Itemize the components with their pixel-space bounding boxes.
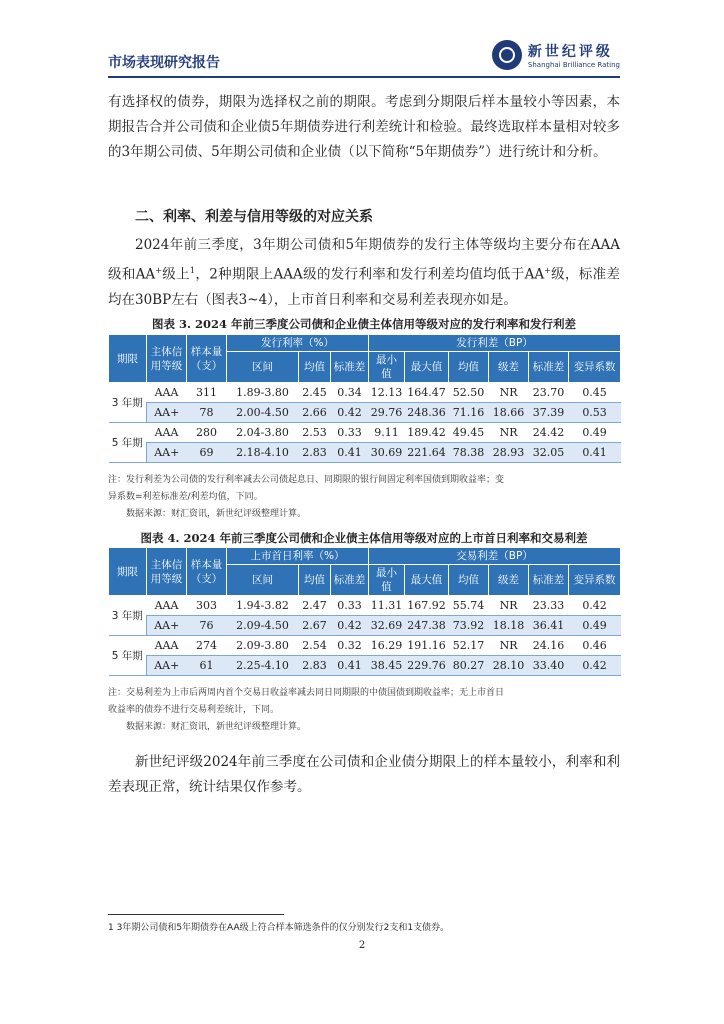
col-mean: 均值 <box>299 565 331 596</box>
logo-english-name: Shanghai Brilliance Rating <box>527 61 620 69</box>
col-max: 最大值 <box>405 565 449 596</box>
table3 <box>108 334 621 463</box>
col-group-spread: 交易利差（BP） <box>369 548 621 565</box>
table4-caption: 图表 4. 2024 年前三季度公司债和企业债主体信用等级对应的上市首日利率和交易利差 <box>140 531 588 545</box>
logo-chinese-name: 新世纪评级 <box>527 44 613 60</box>
section-heading: 二、利率、利差与信用等级的对应关系 <box>135 209 373 225</box>
page-header <box>108 38 620 74</box>
table-row: AA+ 76 2.09-4.50 2.67 0.42 32.69 247.38 73.92 18.18 36.41 0.49 <box>109 616 621 636</box>
table3-note-cont: 异系数=利差标准差/利差均值，下同。 <box>108 492 263 502</box>
col-grade: 主体信用等级 <box>147 335 187 383</box>
table-row: 3 年期 AAA 311 1.89-3.80 2.45 0.34 12.13 164.47 52.50 NR 23.70 0.45 <box>109 383 621 403</box>
table4 <box>108 547 621 676</box>
col-cv: 变异系数 <box>569 565 621 596</box>
table3-note: 注：发行利差为公司债的发行利率减去公司债起息日、同期限的银行间固定利率国债到期收益率；变 <box>108 475 505 485</box>
col-min: 最小值 <box>369 352 405 383</box>
table-row: AA+ 69 2.18-4.10 2.83 0.41 30.69 221.64 78.38 28.93 32.05 0.41 <box>109 443 621 463</box>
table3-source: 数据来源：财汇资讯，新世纪评级整理计算。 <box>126 509 307 519</box>
footnote: 1 3年期公司债和5年期债券在AA级上符合样本筛选条件的仅分别发行2支和1支债券。 <box>108 923 450 933</box>
table4-note: 注：交易利差为上市后两周内首个交易日收益率减去同日同期限的中债国债到期收益率；无上市首日 <box>108 688 505 698</box>
col-count: 样本量（支） <box>187 548 227 596</box>
closing-paragraph: 新世纪评级2024年前三季度在公司债和企业债分期限上的样本量较小，利率和利差表现正常，统计结果仅作参考。 <box>108 754 620 795</box>
table3-notes <box>108 472 620 523</box>
col-diff: 级差 <box>489 352 529 383</box>
table3-caption: 图表 3. 2024 年前三季度公司债和企业债主体信用等级对应的发行利率和发行利差 <box>151 317 577 331</box>
report-title: 市场表现研究报告 <box>108 55 220 71</box>
table-row: 3 年期 AAA 303 1.94-3.82 2.47 0.33 11.31 167.92 55.74 NR 23.33 0.42 <box>109 596 621 616</box>
footnote-reference: 1 <box>189 266 196 275</box>
page-number: 2 <box>358 940 366 951</box>
table-row: 5 年期 AAA 280 2.04-3.80 2.53 0.33 9.11 189.42 49.45 NR 24.42 0.49 <box>109 423 621 443</box>
col-spread-mean: 均值 <box>449 565 489 596</box>
logo-emblem-icon <box>492 40 522 70</box>
table-row: AA+ 61 2.25-4.10 2.83 0.41 38.45 229.76 80.27 28.10 33.40 0.42 <box>109 656 621 676</box>
table4-source: 数据来源：财汇资讯，新世纪评级整理计算。 <box>126 722 307 732</box>
col-min: 最小值 <box>369 565 405 596</box>
table-row: AA+ 78 2.00-4.50 2.66 0.42 29.76 248.36 71.16 18.66 37.39 0.53 <box>109 403 621 423</box>
col-group-rate: 上市首日利率（%） <box>227 548 369 565</box>
header-divider <box>108 76 620 78</box>
col-diff: 级差 <box>489 565 529 596</box>
intro-paragraph: 有选择权的债券，期限为选择权之前的期限。考虑到分期限后样本量较小等因素，本期报告合并公司债和企业债5年期债券进行利差统计和检验。最终选取样本量相对较多的3年期公司债、5年期公司债和企业债（以下简称“5年期债券”）进行统计和分析。 <box>108 94 620 160</box>
col-group-rate: 发行利率（%） <box>227 335 369 352</box>
col-period: 期限 <box>109 548 147 596</box>
col-range: 区间 <box>227 565 299 596</box>
col-std: 标准差 <box>331 352 369 383</box>
col-max: 最大值 <box>405 352 449 383</box>
col-std: 标准差 <box>331 565 369 596</box>
table-row: 5 年期 AAA 274 2.09-3.80 2.54 0.32 16.29 191.16 52.17 NR 24.16 0.46 <box>109 636 621 656</box>
footnote-divider <box>108 914 284 915</box>
brand-logo <box>492 38 620 72</box>
table4-notes <box>108 685 620 736</box>
col-spread-std: 标准差 <box>529 352 569 383</box>
col-group-spread: 发行利差（BP） <box>369 335 621 352</box>
col-period: 期限 <box>109 335 147 383</box>
table4-note-cont: 收益率的债券不进行交易利差统计，下同。 <box>108 705 280 715</box>
col-grade: 主体信用等级 <box>147 548 187 596</box>
col-spread-mean: 均值 <box>449 352 489 383</box>
col-range: 区间 <box>227 352 299 383</box>
col-spread-std: 标准差 <box>529 565 569 596</box>
col-count: 样本量（支） <box>187 335 227 383</box>
col-mean: 均值 <box>299 352 331 383</box>
section-paragraph: 2024年前三季度，3年期公司债和5年期债券的发行主体等级均主要分布在AAA级和AA+级上$^1$，2种期限上AAA级的发行利率和发行利差均值均低于AA+级，标准差均在30BP左右（图表3~4），上市首日利率和交易利差表现亦如是。 <box>108 237 620 308</box>
col-cv: 变异系数 <box>569 352 621 383</box>
